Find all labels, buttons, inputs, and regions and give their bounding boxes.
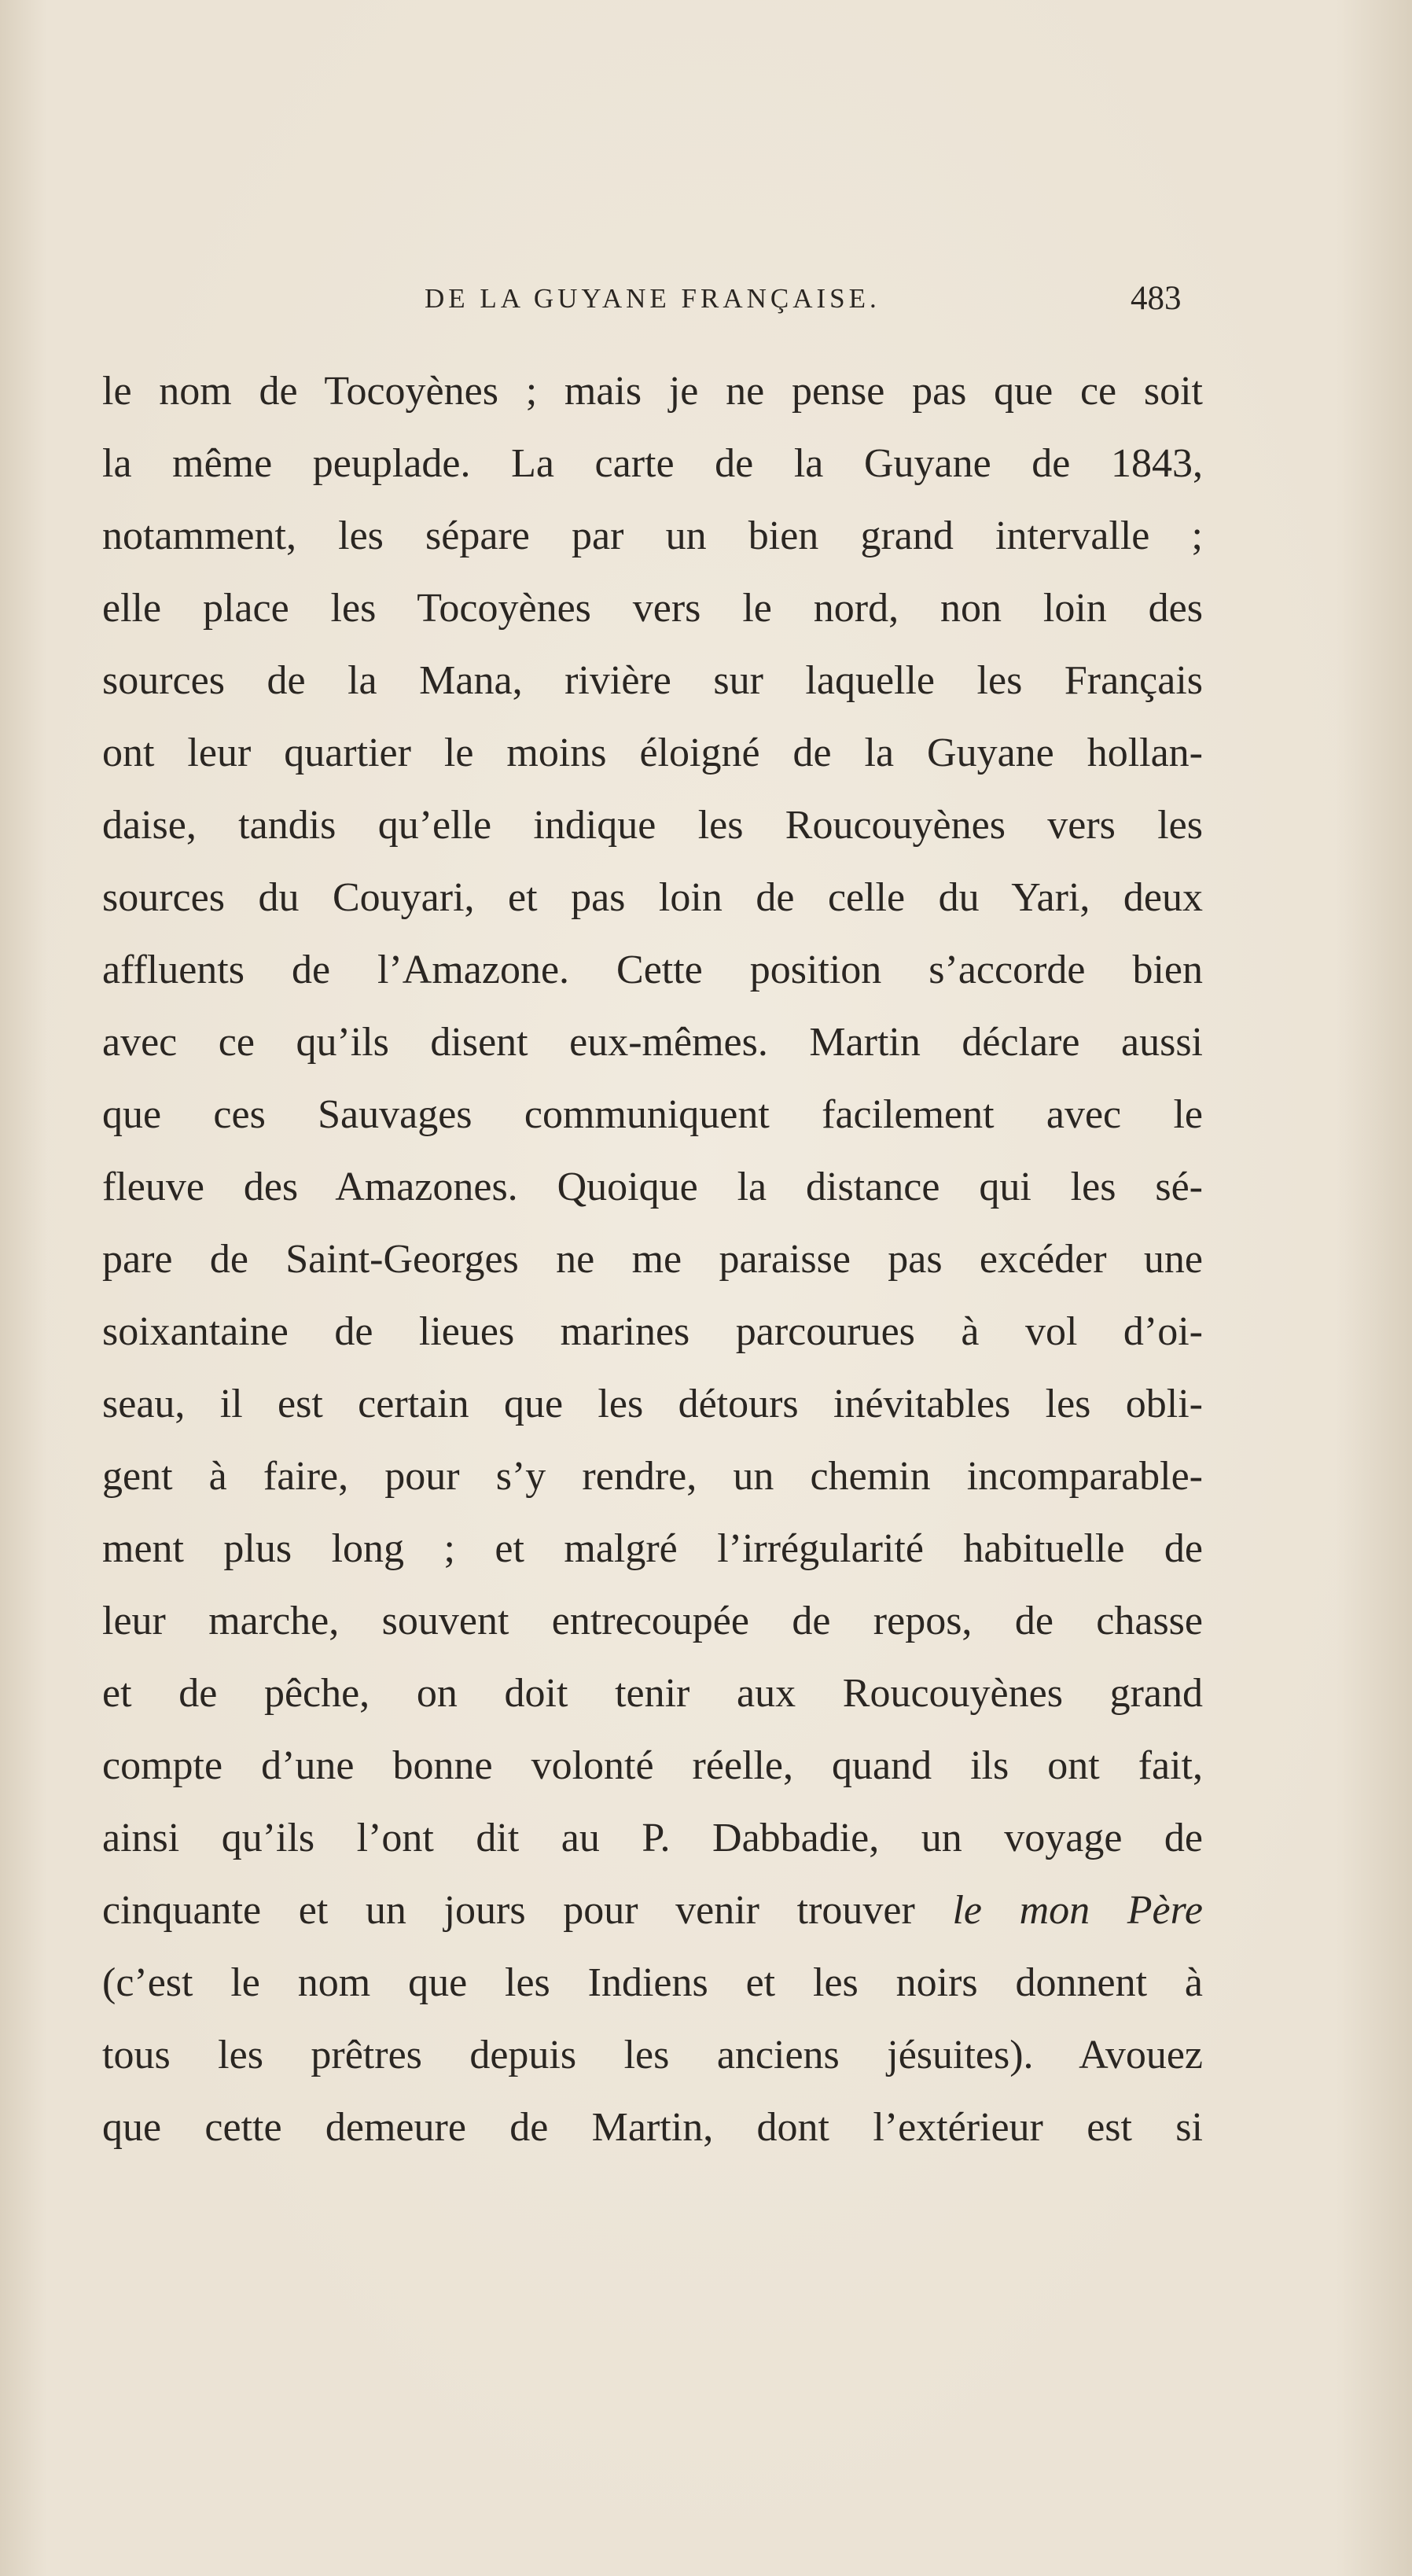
page-number: 483 bbox=[1131, 280, 1182, 317]
text-line: sources de la Mana, rivière sur laquelle les Français bbox=[102, 658, 1203, 703]
text-line: elle place les Tocoyènes vers le nord, non loin des bbox=[102, 586, 1203, 631]
running-head-title: DE LA GUYANE FRANÇAISE. bbox=[425, 283, 881, 314]
text-line: tous les prêtres depuis les anciens jésuites). Avouez bbox=[102, 2033, 1203, 2077]
italic-phrase: le mon Père bbox=[952, 1888, 1203, 1933]
text-line: daise, tandis qu’elle indique les Roucouyènes vers les bbox=[102, 803, 1203, 848]
text-line: ment plus long ; et malgré l’irrégularité habituelle de bbox=[102, 1526, 1203, 1571]
text-line: la même peuplade. La carte de la Guyane de 1843, bbox=[102, 441, 1203, 486]
running-head bbox=[102, 275, 1203, 322]
text-line: notamment, les sépare par un bien grand intervalle ; bbox=[102, 513, 1203, 558]
text-line: que cette demeure de Martin, dont l’extérieur est si bbox=[102, 2105, 1203, 2150]
text-line: fleuve des Amazones. Quoique la distance qui les sé- bbox=[102, 1165, 1203, 1209]
text-line: que ces Sauvages communiquent facilement avec le bbox=[102, 1092, 1203, 1137]
text-line: soixantaine de lieues marines parcourues à vol d’oi- bbox=[102, 1309, 1203, 1354]
text-line: le nom de Tocoyènes ; mais je ne pense pas que ce soit bbox=[102, 369, 1203, 414]
text-line: et de pêche, on doit tenir aux Roucouyènes grand bbox=[102, 1671, 1203, 1716]
text-line: compte d’une bonne volonté réelle, quand ils ont fait, bbox=[102, 1743, 1203, 1788]
body-text bbox=[102, 355, 1203, 2164]
text-line: affluents de l’Amazone. Cette position s’accorde bien bbox=[102, 948, 1203, 992]
text-line: ont leur quartier le moins éloigné de la Guyane hollan- bbox=[102, 730, 1203, 775]
text-line: avec ce qu’ils disent eux-mêmes. Martin déclare aussi bbox=[102, 1020, 1203, 1065]
text-line: (c’est le nom que les Indiens et les noirs donnent à bbox=[102, 1960, 1203, 2005]
text-line: sources du Couyari, et pas loin de celle du Yari, deux bbox=[102, 875, 1203, 920]
text-line: seau, il est certain que les détours inévitables les obli- bbox=[102, 1382, 1203, 1426]
text-line: gent à faire, pour s’y rendre, un chemin incomparable- bbox=[102, 1454, 1203, 1499]
text-line: pare de Saint-Georges ne me paraisse pas excéder une bbox=[102, 1237, 1203, 1282]
text-line: ainsi qu’ils l’ont dit au P. Dabbadie, un voyage de bbox=[102, 1816, 1203, 1860]
text-line-with-italic bbox=[102, 1875, 1203, 1947]
text-line: leur marche, souvent entrecoupée de repos, de chasse bbox=[102, 1599, 1203, 1643]
text-line-segment: cinquante et un jours pour venir trouver bbox=[102, 1888, 915, 1933]
